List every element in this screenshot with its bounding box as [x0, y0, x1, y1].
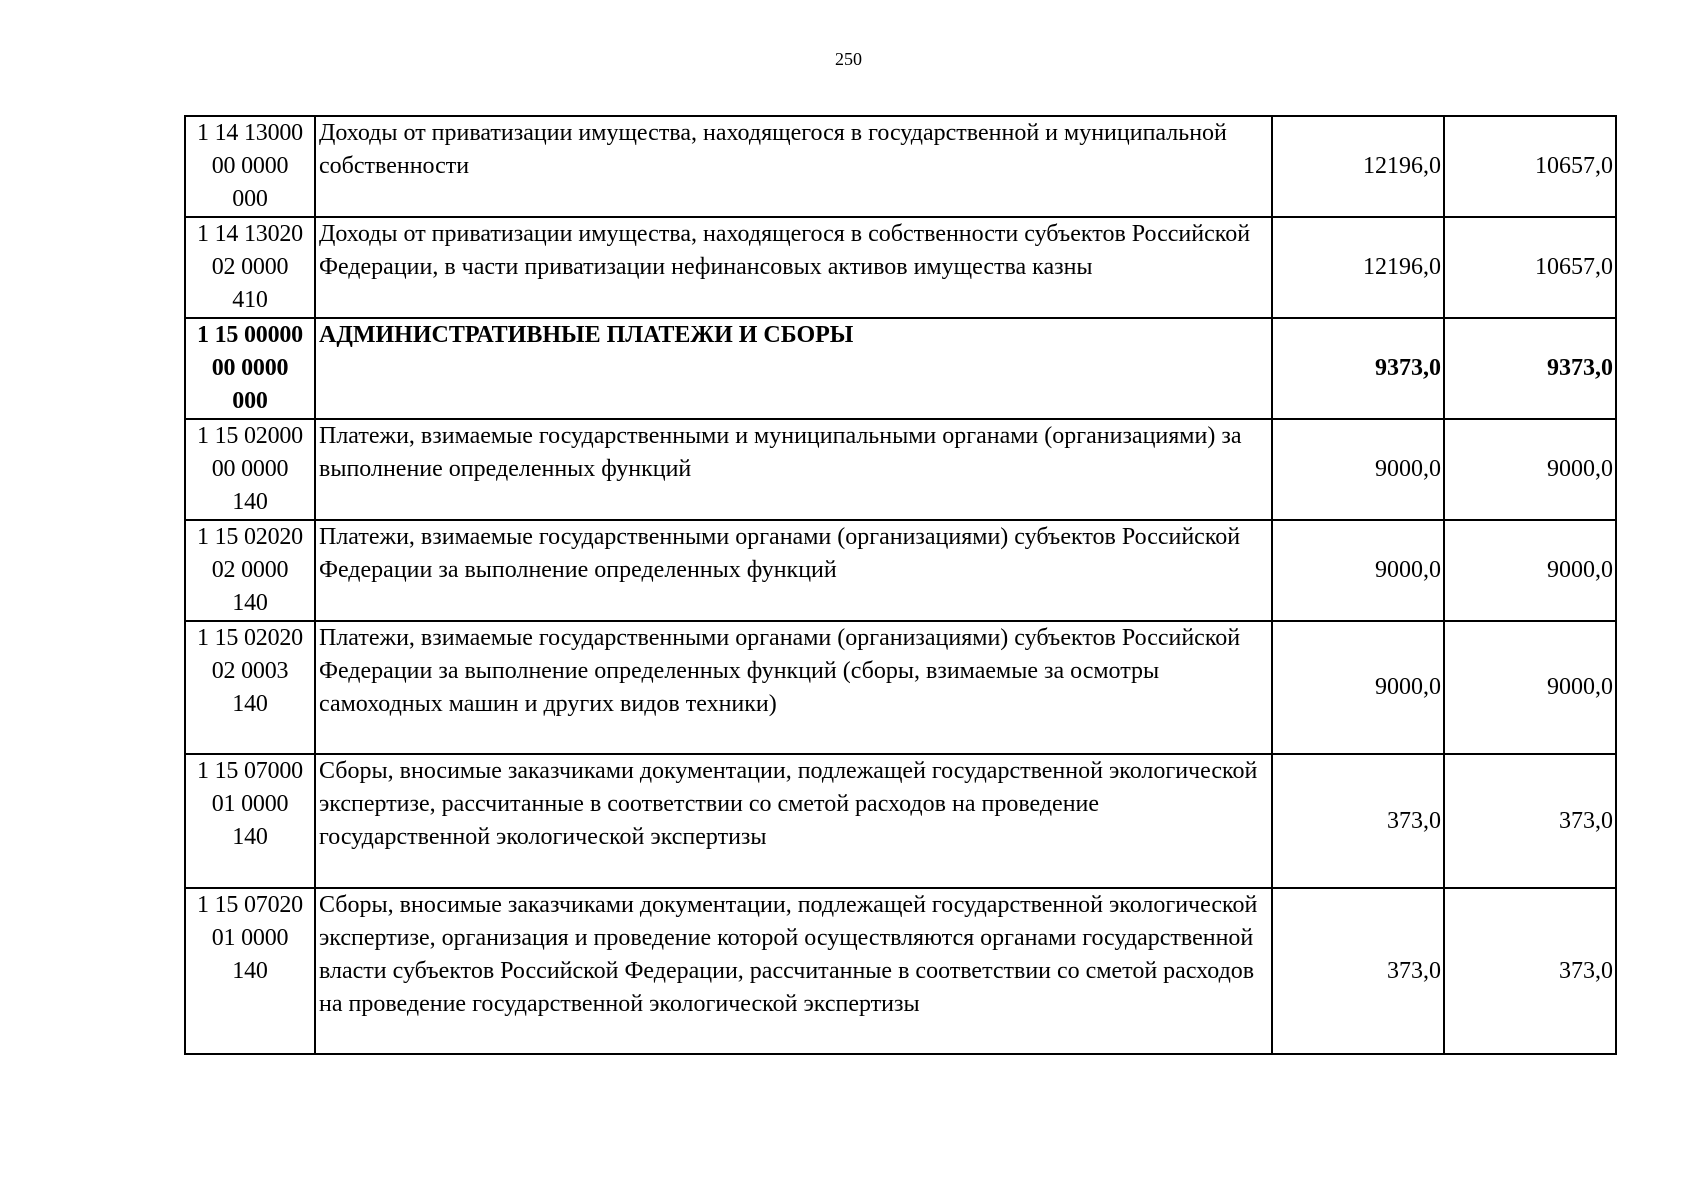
value-cell-2: 10657,0: [1444, 217, 1616, 318]
budget-code-cell: [185, 217, 315, 318]
budget-code-line: 000: [232, 388, 268, 414]
value-cell-1: 9000,0: [1272, 520, 1444, 621]
table-row: [185, 116, 1616, 217]
table-row-section-total: [185, 318, 1616, 419]
value-cell-2: 373,0: [1444, 888, 1616, 1054]
budget-code-line: 140: [232, 958, 268, 984]
budget-code-cell: [185, 621, 315, 754]
budget-code-line: 410: [232, 287, 268, 313]
budget-code-line: 1 15 07020: [196, 892, 303, 918]
budget-code-line: 140: [232, 824, 268, 850]
revenue-name-cell: Платежи, взимаемые государственными органами (организациями) субъектов Российской Федерации за выполнение определенных функций: [315, 520, 1272, 621]
budget-code-cell: [185, 754, 315, 888]
budget-code-line: 01 0000: [211, 925, 289, 951]
revenue-name-cell: Доходы от приватизации имущества, находящегося в собственности субъектов Российской Федерации, в части приватизации нефинансовых активов имущества казны: [315, 217, 1272, 318]
budget-code-line: 000: [232, 186, 268, 212]
budget-code-line: 1 14 13000: [196, 120, 303, 146]
value-cell-2: 10657,0: [1444, 116, 1616, 217]
page-number: 250: [835, 49, 862, 69]
budget-code-line: 1 15 02020: [196, 524, 303, 550]
value-cell-1: 373,0: [1272, 754, 1444, 888]
value-cell-2: 9000,0: [1444, 621, 1616, 754]
value-cell-1: 373,0: [1272, 888, 1444, 1054]
table-row: [185, 888, 1616, 1054]
budget-code-line: 02 0000: [211, 557, 289, 583]
revenue-name-cell: Доходы от приватизации имущества, находящегося в государственной и муниципальной собственности: [315, 116, 1272, 217]
budget-code-line: 140: [232, 691, 268, 717]
value-cell-2: 373,0: [1444, 754, 1616, 888]
table-row: [185, 621, 1616, 754]
budget-code-line: 1 15 00000: [196, 322, 303, 348]
budget-code-line: 00 0000: [211, 456, 289, 482]
table-row: [185, 520, 1616, 621]
budget-code-cell: [185, 888, 315, 1054]
budget-code-line: 02 0000: [211, 254, 289, 280]
budget-code-line: 140: [232, 590, 268, 616]
table-row: [185, 419, 1616, 520]
budget-code-line: 00 0000: [211, 355, 289, 381]
budget-revenue-table: [184, 115, 1617, 1055]
value-cell-1: 9000,0: [1272, 621, 1444, 754]
budget-code-cell: [185, 318, 315, 419]
revenue-name-cell: Платежи, взимаемые государственными и муниципальными органами (организациями) за выполнение определенных функций: [315, 419, 1272, 520]
table-row: [185, 217, 1616, 318]
budget-code-line: 1 15 02020: [196, 625, 303, 651]
budget-code-line: 1 14 13020: [196, 221, 303, 247]
budget-code-line: 140: [232, 489, 268, 515]
value-cell-1: 12196,0: [1272, 116, 1444, 217]
value-cell-1: 9373,0: [1272, 318, 1444, 419]
value-cell-2: 9373,0: [1444, 318, 1616, 419]
value-cell-1: 9000,0: [1272, 419, 1444, 520]
revenue-name-cell: Платежи, взимаемые государственными органами (организациями) субъектов Российской Федерации за выполнение определенных функций (сборы, взимаемые за осмотры самоходных машин и других видов техники): [315, 621, 1272, 754]
budget-code-line: 00 0000: [211, 153, 289, 179]
value-cell-2: 9000,0: [1444, 520, 1616, 621]
table-row: [185, 754, 1616, 888]
value-cell-2: 9000,0: [1444, 419, 1616, 520]
budget-code-cell: [185, 520, 315, 621]
budget-code-line: 02 0003: [211, 658, 289, 684]
budget-code-line: 1 15 07000: [196, 758, 303, 784]
budget-code-line: 1 15 02000: [196, 423, 303, 449]
value-cell-1: 12196,0: [1272, 217, 1444, 318]
revenue-name-cell: Сборы, вносимые заказчиками документации, подлежащей государственной экологической экспертизе, организация и проведение которой осуществляются органами государственной власти субъектов Российской Федерации, рассчитанные в соответствии со сметой расходов на проведение государственной экологической экспертизы: [315, 888, 1272, 1054]
revenue-name-cell: Сборы, вносимые заказчиками документации, подлежащей государственной экологической экспертизе, рассчитанные в соответствии со сметой расходов на проведение государственной экологической экспертизы: [315, 754, 1272, 888]
budget-code-cell: [185, 419, 315, 520]
budget-code-cell: [185, 116, 315, 217]
budget-code-line: 01 0000: [211, 791, 289, 817]
revenue-name-cell: АДМИНИСТРАТИВНЫЕ ПЛАТЕЖИ И СБОРЫ: [315, 318, 1272, 419]
